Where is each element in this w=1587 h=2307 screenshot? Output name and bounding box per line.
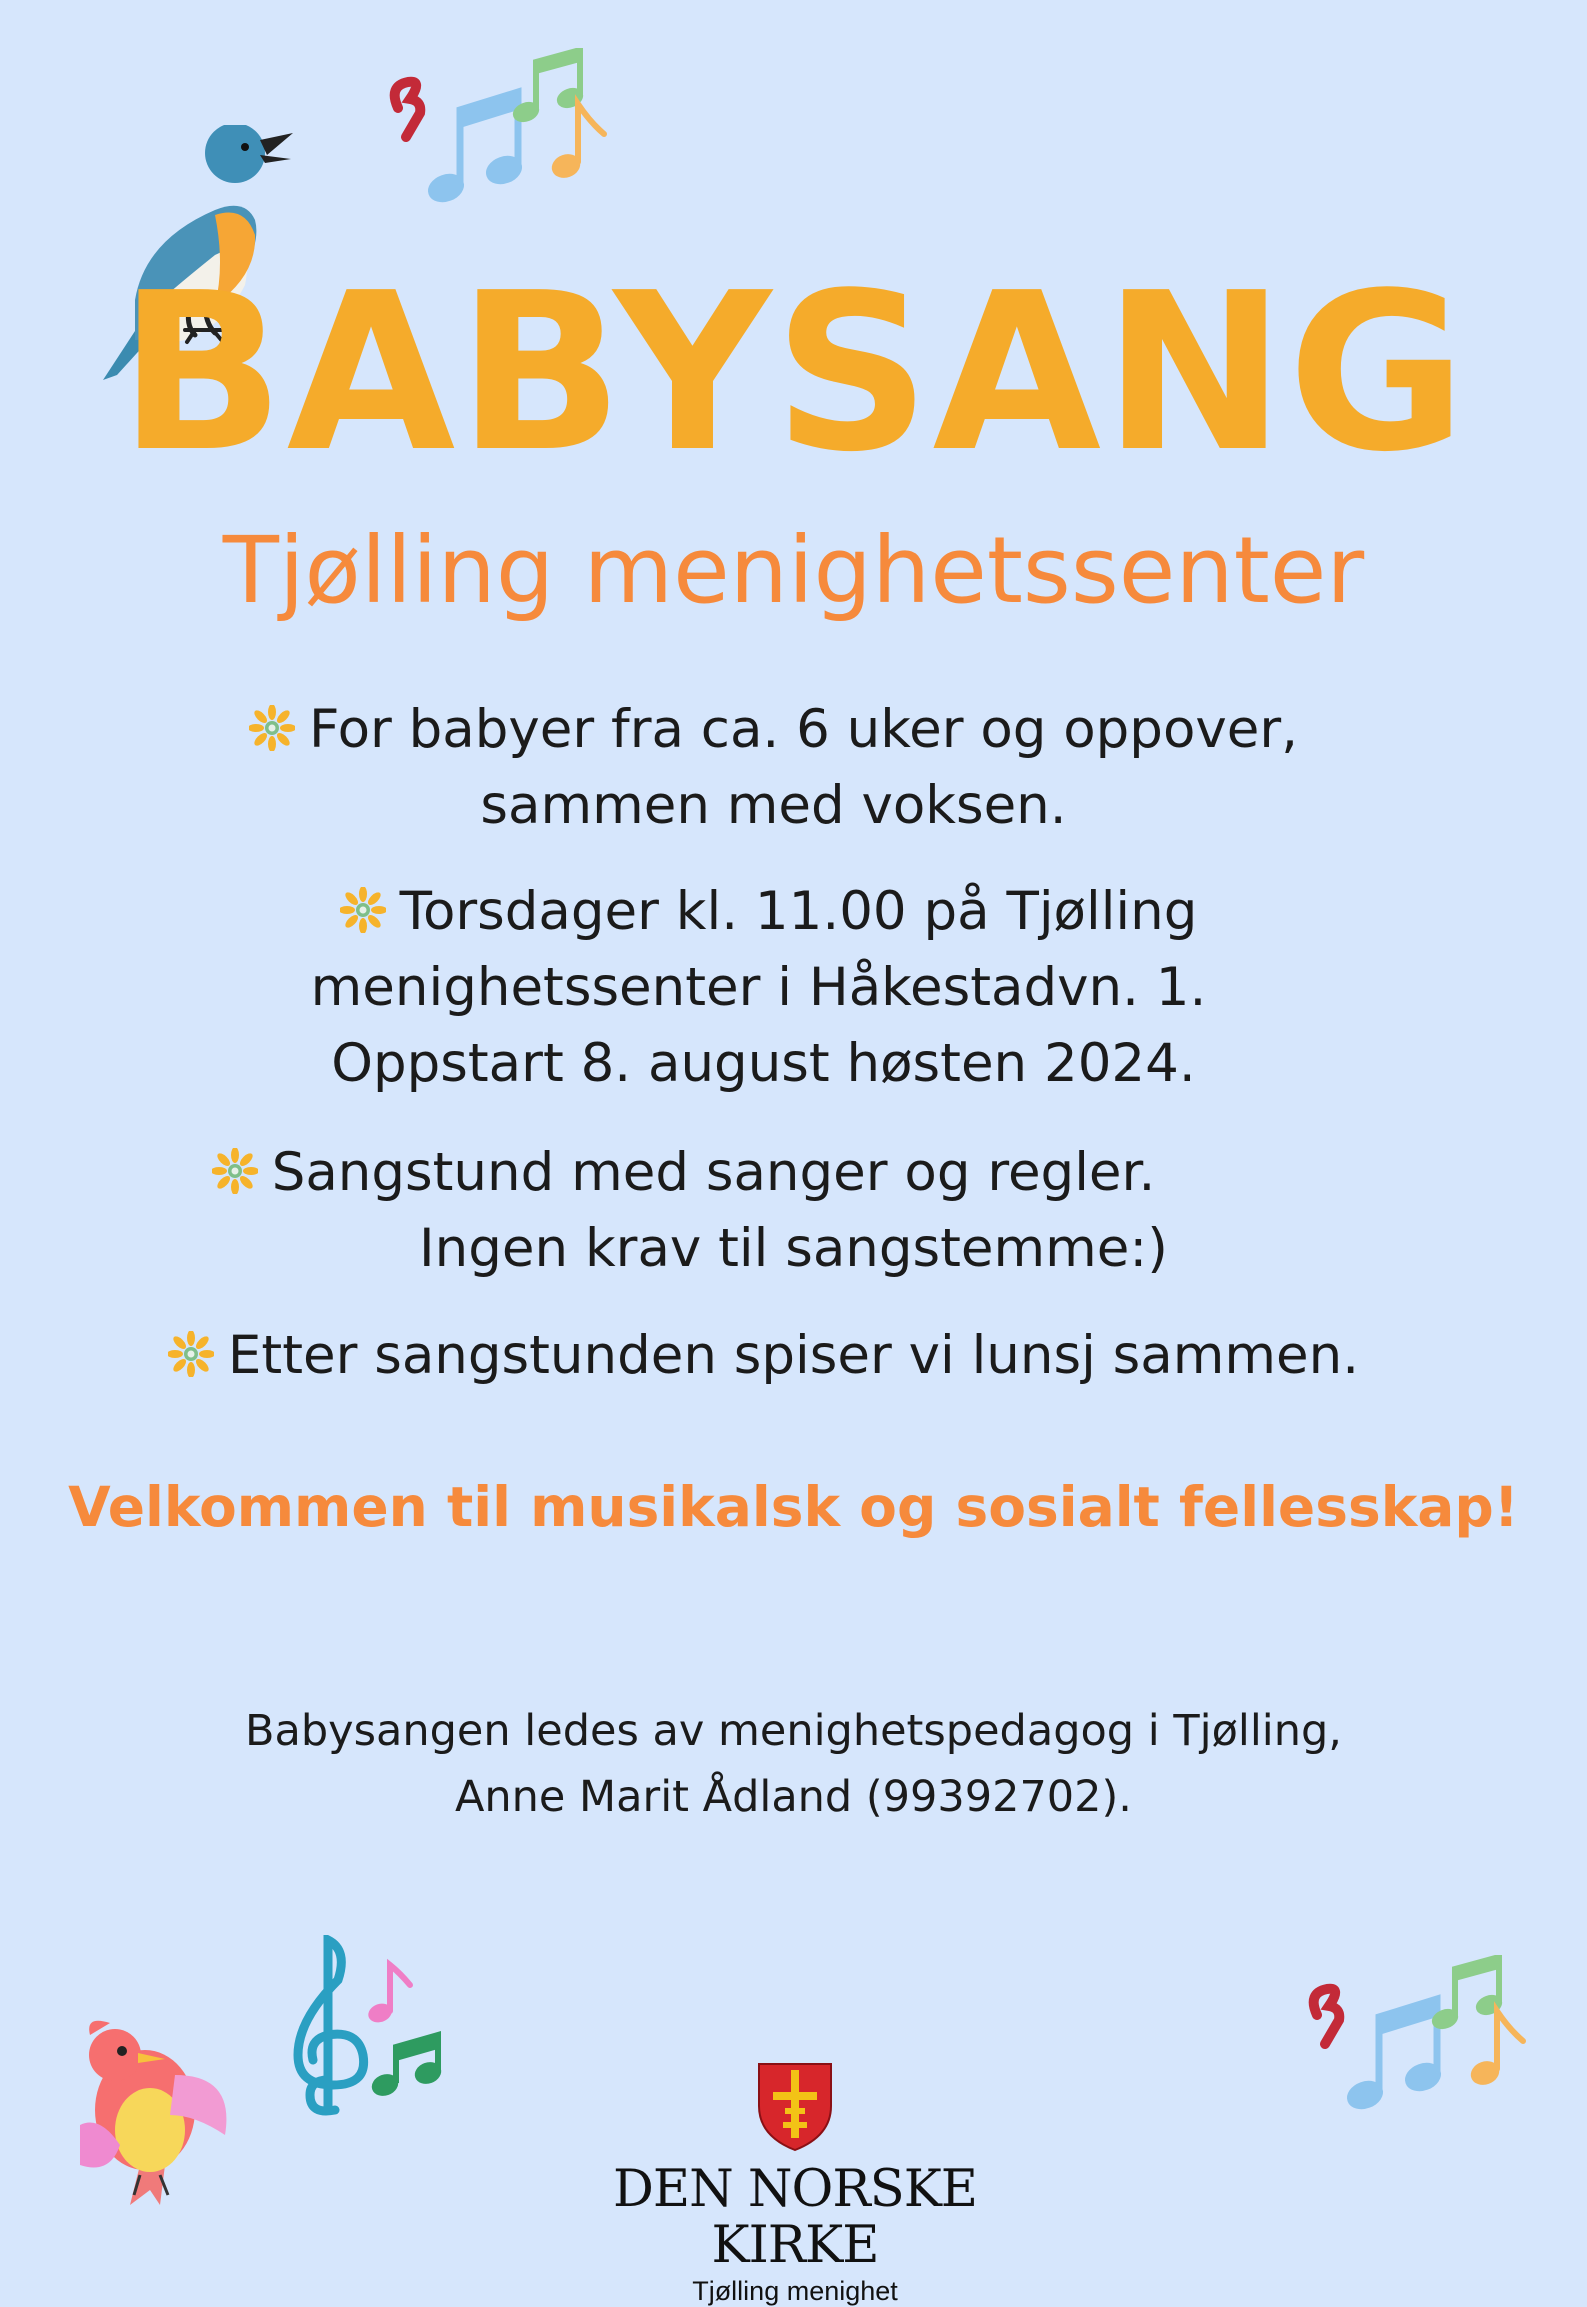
bullet-text: For babyer fra ca. 6 uker og oppover,	[309, 699, 1298, 760]
music-notes-icon	[386, 48, 616, 238]
bullet-text: sammen med voksen.	[480, 775, 1067, 836]
parish-name: Tjølling menighet	[692, 2276, 898, 2307]
bullet-text: Ingen krav til sangstemme:)	[419, 1218, 1168, 1279]
poster-title: BABYSANG	[118, 247, 1469, 500]
bullet-text: Etter sangstunden spiser vi lunsj sammen.	[227, 1325, 1360, 1386]
daisy-bullet-icon	[249, 705, 295, 751]
church-logo	[540, 2060, 1050, 2307]
poster-subtitle: Tjølling menighetssenter	[222, 517, 1365, 624]
leader-line: Anne Marit Ådland (99392702).	[455, 1772, 1132, 1822]
bullet-item	[0, 692, 1587, 844]
bullet-text: menighetssenter i Håkestadvn. 1.	[310, 957, 1207, 1018]
bullet-item	[0, 874, 1587, 1102]
music-notes-icon	[1305, 1955, 1535, 2145]
church-shield-icon	[755, 2060, 835, 2152]
pink-bird-icon	[70, 2015, 230, 2205]
church-name: DEN NORSKE KIRKE	[612, 2160, 978, 2276]
bullet-text: Torsdager kl. 11.00 på Tjølling	[399, 881, 1198, 942]
welcome-message: Velkommen til musikalsk og sosialt fellesskap!	[68, 1475, 1519, 1539]
leader-info	[0, 1698, 1587, 1830]
daisy-bullet-icon	[168, 1331, 214, 1377]
daisy-bullet-icon	[212, 1148, 258, 1194]
bullet-item	[0, 1135, 1587, 1287]
leader-line: Babysangen ledes av menighetspedagog i Tjølling,	[245, 1706, 1342, 1756]
bullet-text: Oppstart 8. august høsten 2024.	[331, 1033, 1196, 1094]
bullet-text: Sangstund med sanger og regler.	[271, 1142, 1156, 1203]
bullet-item	[0, 1318, 1587, 1394]
treble-clef-icon	[280, 1935, 460, 2125]
daisy-bullet-icon	[340, 887, 386, 933]
